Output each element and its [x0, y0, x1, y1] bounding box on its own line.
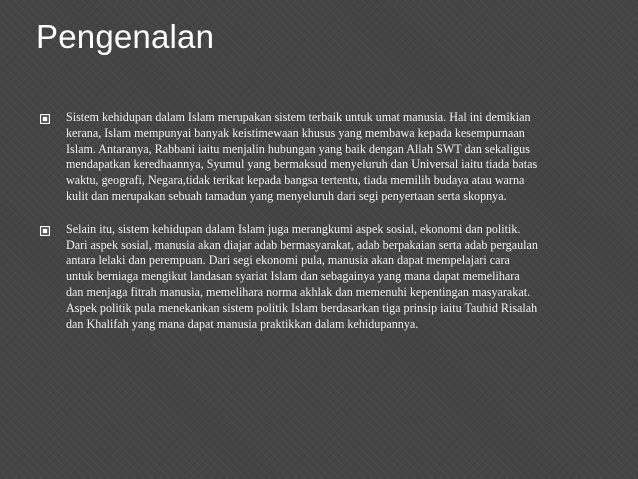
bullet-item: [40, 110, 540, 205]
bullet-item: [40, 222, 540, 333]
slide-title: Pengenalan: [36, 18, 215, 55]
slide-content: [40, 110, 540, 349]
nested-square-bullet-icon: [40, 110, 66, 124]
bullet-text: Sistem kehidupan dalam Islam merupakan sistem terbaik untuk umat manusia. Hal ini demikian kerana, Islam mempunyai banyak keistimewaan khusus yang membawa kepada kesempurnaan Islam. Antaranya, Rabbani iaitu menjalin hubungan yang baik dengan Allah SWT dan sekaligus mendapatkan keredhaannya, Syumul yang bermaksud menyeluruh dan Universal iaitu tiada batas waktu, geografi, Negara,tidak terikat kepada bangsa tertentu, tiada memilih budaya atau warna kulit dan merupakan sebuah tamadun yang menyeluruh dari segi penyertaan serta skopnya.: [66, 110, 538, 203]
nested-square-bullet-icon: [40, 222, 66, 236]
bullet-text: Selain itu, sistem kehidupan dalam Islam juga merangkumi aspek sosial, ekonomi dan politik. Dari aspek sosial, manusia akan diajar adab bermasyarakat, adab berpakaian serta adab pergaulan antara lelaki dan perempuan. Dari segi ekonomi pula, manusia akan dapat mempelajari cara untuk berniaga mengikut landasan syariat Islam dan sebagainya yang mana dapat memelihara dan menjaga fitrah manusia, memelihara norma akhlak dan memenuhi kepentingan masyarakat. Aspek politik pula menekankan sistem politik Islam berdasarkan tiga prinsip iaitu Tauhid Risalah dan Khalifah yang mana dapat manusia praktikkan dalam kehidupannya.: [66, 221, 538, 331]
